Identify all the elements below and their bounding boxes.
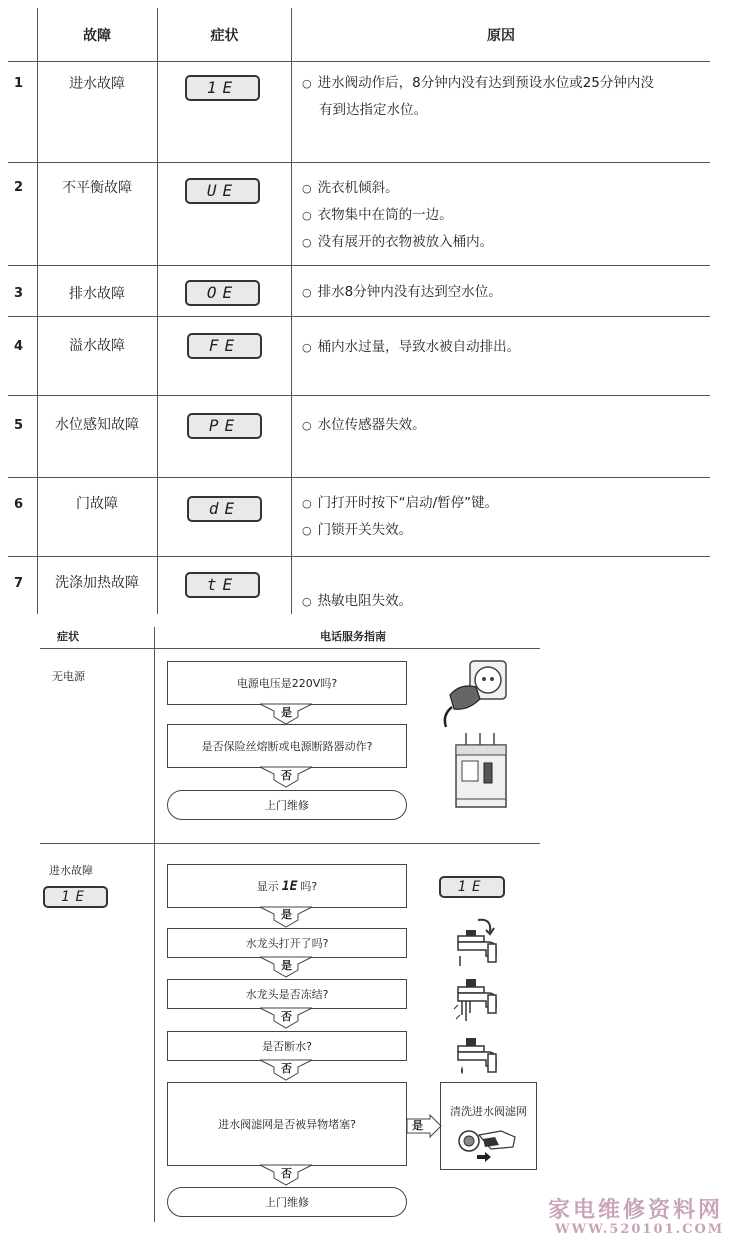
cause-item: ○ 没有展开的衣物被放入桶内。 bbox=[302, 229, 712, 256]
row-number: 4 bbox=[14, 339, 24, 354]
onsite-repair-box: 上门维修 bbox=[167, 1187, 407, 1217]
cause-item: ○ 衣物集中在筒的一边。 bbox=[302, 202, 712, 229]
inline-code: 1E bbox=[281, 878, 298, 894]
header-cause: 原因 bbox=[487, 28, 515, 44]
cause-item: ○ 洗衣机倾斜。 bbox=[302, 175, 712, 202]
question-water-cut: 是否断水? bbox=[167, 1031, 407, 1061]
error-code-display: dE bbox=[187, 496, 262, 522]
question-text-post: 吗? bbox=[300, 880, 318, 893]
error-code-display: 1E bbox=[185, 75, 260, 101]
fault-causes bbox=[302, 588, 712, 615]
cause-item: ○ 门打开时按下“启动/暂停”键。 bbox=[302, 490, 712, 517]
tap-open-icon bbox=[452, 916, 500, 968]
symptom-no-power: 无电源 bbox=[52, 670, 85, 683]
answer-label: 是 bbox=[412, 1119, 423, 1132]
circuit-breaker-icon bbox=[452, 733, 510, 811]
question-fuse: 是否保险丝熔断或电源断路器动作? bbox=[167, 724, 407, 768]
fault-causes bbox=[302, 279, 712, 306]
guide-header-symptom: 症状 bbox=[57, 630, 79, 643]
row-number: 1 bbox=[14, 76, 24, 91]
error-code-display: tE bbox=[185, 572, 260, 598]
row-number: 3 bbox=[14, 286, 24, 301]
fault-name: 溢水故障 bbox=[69, 338, 125, 354]
question-tap-frozen: 水龙头是否冻结? bbox=[167, 979, 407, 1009]
row-number: 6 bbox=[14, 497, 24, 512]
question-voltage: 电源电压是220V吗? bbox=[167, 661, 407, 705]
clean-filter-box bbox=[440, 1082, 537, 1170]
error-code-display: UE bbox=[185, 178, 260, 204]
cause-item: ○ 桶内水过量，导致水被自动排出。 bbox=[302, 334, 712, 361]
fault-causes bbox=[302, 412, 712, 439]
header-symptom: 症状 bbox=[210, 28, 239, 44]
frozen-tap-icon bbox=[452, 975, 500, 1031]
answer-label: 否 bbox=[281, 769, 292, 782]
fault-name: 门故障 bbox=[76, 496, 118, 512]
answer-label: 否 bbox=[281, 1010, 292, 1023]
cause-item: ○ 水位传感器失效。 bbox=[302, 412, 712, 439]
watermark-title: 家电维修资料网 bbox=[548, 1197, 724, 1223]
header-fault: 故障 bbox=[83, 28, 111, 44]
power-plug-icon bbox=[440, 657, 510, 729]
cause-item: ○ 进水阀动作后，8分钟内没有达到预设水位或25分钟内没 bbox=[302, 70, 712, 97]
no-water-tap-icon bbox=[452, 1036, 500, 1080]
row-number: 5 bbox=[14, 418, 24, 433]
fault-name: 进水故障 bbox=[69, 76, 125, 92]
question-tap-open: 水龙头打开了吗? bbox=[167, 928, 407, 958]
answer-label: 否 bbox=[281, 1167, 292, 1180]
cause-item: 有到达指定水位。 bbox=[319, 102, 427, 118]
fault-causes bbox=[302, 334, 712, 361]
question-text-pre: 显示 bbox=[256, 880, 279, 893]
error-code-display: FE bbox=[187, 333, 262, 359]
answer-label: 是 bbox=[281, 908, 292, 921]
answer-label: 否 bbox=[281, 1062, 292, 1075]
fault-causes bbox=[302, 70, 712, 124]
symptom-water-inlet: 进水故障 bbox=[49, 864, 93, 877]
answer-label: 是 bbox=[281, 959, 292, 972]
onsite-repair-box: 上门维修 bbox=[167, 790, 407, 820]
fault-causes bbox=[302, 175, 712, 256]
question-filter-blocked: 进水阀滤网是否被异物堵塞? bbox=[167, 1082, 407, 1166]
guide-header-title: 电话服务指南 bbox=[320, 630, 386, 643]
fault-name: 水位感知故障 bbox=[55, 417, 139, 433]
fault-causes bbox=[302, 490, 712, 544]
row-number: 2 bbox=[14, 180, 24, 195]
watermark-url: WWW.520101.COM bbox=[555, 1222, 725, 1237]
cause-item: ○ 排水8分钟内没有达到空水位。 bbox=[302, 279, 712, 306]
error-code-display: PE bbox=[187, 413, 262, 439]
row-number: 7 bbox=[14, 576, 24, 591]
fault-name: 不平衡故障 bbox=[62, 180, 132, 196]
fault-name: 洗涤加热故障 bbox=[55, 575, 139, 591]
fault-name: 排水故障 bbox=[69, 286, 125, 302]
cause-item: ○ 门锁开关失效。 bbox=[302, 517, 712, 544]
clean-filter-label: 清洗进水阀滤网 bbox=[450, 1105, 527, 1118]
answer-label: 是 bbox=[281, 706, 292, 719]
question-display-code bbox=[167, 864, 407, 908]
cause-item: ○ 热敏电阻失效。 bbox=[302, 588, 712, 615]
error-code-display: OE bbox=[185, 280, 260, 306]
error-code-display: 1E bbox=[439, 876, 505, 898]
error-code-display: 1E bbox=[43, 886, 108, 908]
filter-cleaning-icon bbox=[455, 1125, 525, 1165]
